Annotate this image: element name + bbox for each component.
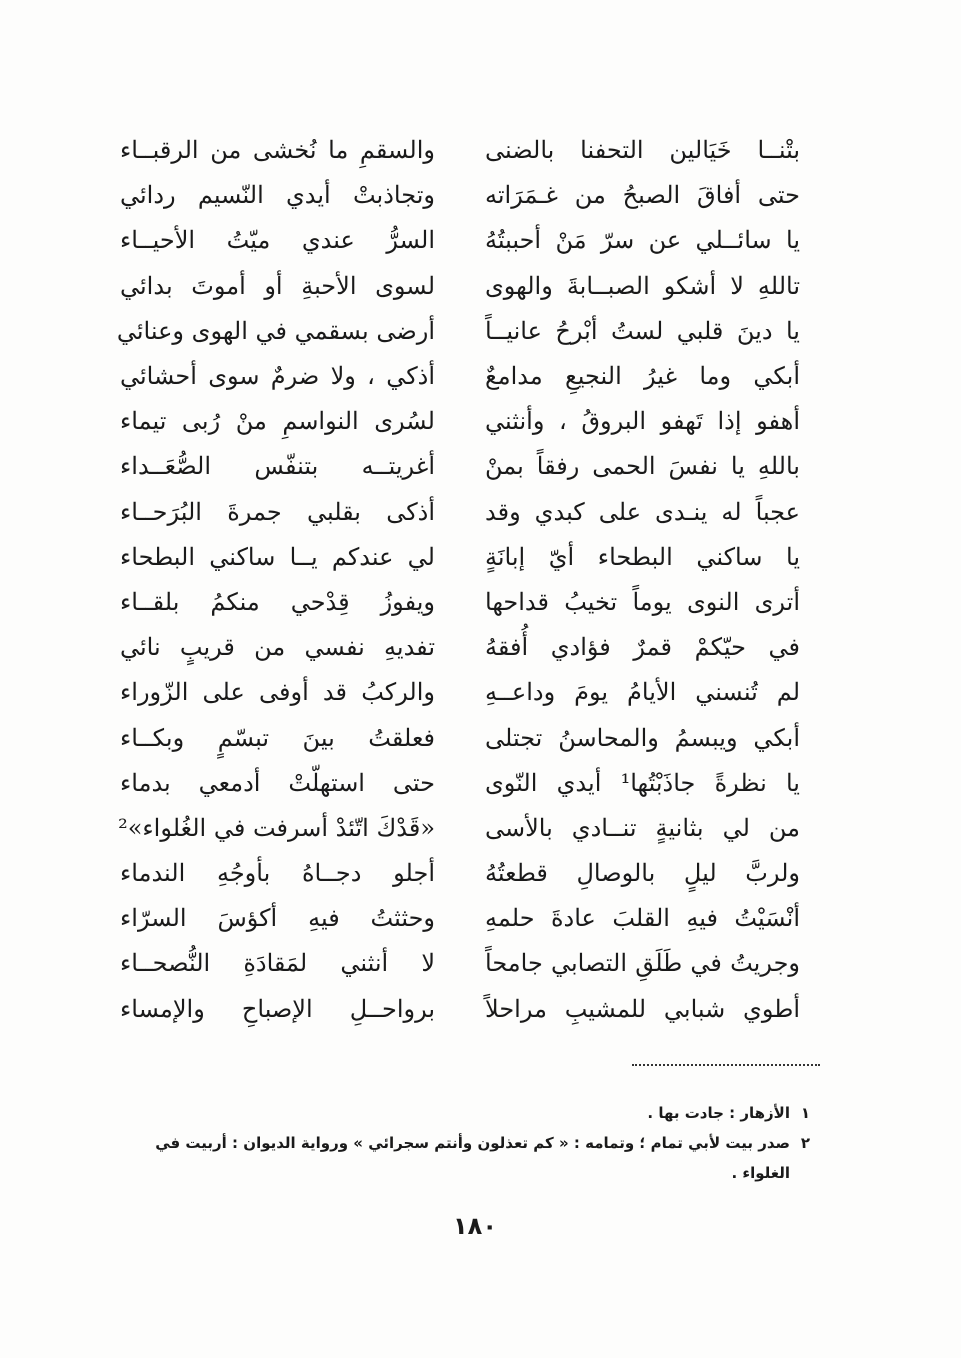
footnotes (140, 1098, 810, 1188)
hemistich-second: «قَدْكَ اتّئدْ أسرفت في الغُلواء»² (118, 813, 435, 842)
hemistich-first: من لي بثانيةٍ تنــادي بالأسى (485, 813, 800, 842)
footnote-number: ١ (800, 1104, 810, 1122)
hemistich-first: لم تُنسني الأيامُ يومَ وداعــهِ (485, 678, 800, 707)
verse-line (120, 399, 800, 444)
hemistich-second: أغريتــه بتنفّس الصُّعَــداء (120, 452, 435, 481)
hemistich-second: وحثثتُ فيهِ أكؤسَ السرّاء (120, 904, 435, 933)
hemistich-second: وتجاذبتْ أيدي النّسيم ردائي (120, 181, 435, 210)
hemistich-second: السرُّ عندي ميّتُ الأحيــاء (120, 226, 435, 255)
verse-line (120, 218, 800, 263)
verse-line (120, 354, 800, 399)
hemistich-second: والركبُ قد أوفى على الزّوراء (120, 678, 435, 707)
verse-line (120, 173, 800, 218)
footnote-number: ٢ (800, 1134, 810, 1152)
hemistich-second: ويفوزُ قِدْحي منكمُ بلقــاء (120, 587, 435, 616)
hemistich-first: يا دينَ قلبي لستُ أبْرحُ عانيــاً (485, 316, 800, 345)
verse-line (120, 444, 800, 489)
hemistich-second: أرضى بسقمي في الهوى وعنائي (116, 316, 435, 345)
hemistich-first: أنْسَيْتُ فيهِ القلبَ عادةَ حلمهِ (485, 904, 800, 933)
verse-line (120, 490, 800, 535)
hemistich-second: لسُرى النواسمِ منْ رُبى تيماء (120, 407, 435, 436)
hemistich-first: باللهِ يا نفسَ الحمى رفقاً بمنْ (485, 452, 800, 481)
footnote-text: الأزهار : جادت بها . (647, 1104, 790, 1122)
hemistich-first: بتْنــا خَيَالين التحفنا بالضنى (485, 136, 800, 165)
hemistich-first: في حيّكمْ قمرٌ فؤادي أُفقهُ (485, 633, 800, 662)
hemistich-first: عجباً له ينـدى على كبدي وقد (485, 497, 800, 526)
hemistich-first: أهفو إذا تَهفو البروقُ ، وأنثني (485, 407, 800, 436)
verse-line (120, 264, 800, 309)
page-number: ١٨٠ (453, 1212, 497, 1240)
hemistich-first: يا سائــلي عن سرّ مَنْ أحببتُهُ (485, 226, 800, 255)
footnote-2 (140, 1128, 810, 1188)
verse-line (120, 625, 800, 670)
footnote-1 (140, 1098, 810, 1128)
hemistich-first: يا ساكني البطحاء أيّ إبانَةٍ (485, 542, 800, 571)
hemistich-second: والسقمِ ما نُخشى من الرقبــاء (120, 136, 435, 165)
hemistich-second: حتى استهلّتْ أدمعي بدماء (120, 768, 435, 797)
verse-line (120, 715, 800, 760)
verse-line (120, 670, 800, 715)
hemistich-first: أبكي وما غيرُ النجيعِ مدامعٌ (485, 362, 800, 391)
footnote-separator (632, 1064, 820, 1066)
verse-line (116, 309, 800, 354)
hemistich-first: أطوي شبابي للمشيبِ مراحلاً (485, 994, 800, 1023)
hemistich-second: أذكي ، ولا ضرمٌ سوى أحشائي (120, 362, 435, 391)
verse-line (120, 806, 800, 851)
hemistich-first: يا نظرةً جاذَبْتُها¹ أيدي النّوى (485, 768, 800, 797)
hemistich-first: أبكي ويبسمُ والمحاسنُ تجتلى (485, 723, 800, 752)
hemistich-first: وجريتُ في طَلَقِ التصابي جامحاً (485, 949, 800, 978)
hemistich-first: أترى النوى يوماً تخيبُ قداحها (485, 587, 800, 616)
verse-line (120, 761, 800, 806)
hemistich-second: أجلو دجــاهُ بأوجُهِ الندماء (120, 859, 435, 888)
hemistich-second: أذكى بقلبي جمرةَ البُرَحــاء (120, 497, 435, 526)
hemistich-first: تاللهِ لا أشكو الصبــابةَ والهوى (485, 271, 800, 300)
verse-line (120, 987, 800, 1032)
poem (116, 128, 800, 1032)
hemistich-second: لا أنثني لمَقادَةِ النُّصحــاء (120, 949, 435, 978)
verse-line (120, 580, 800, 625)
hemistich-second: تفديهِ نفسي من قريبٍ نائي (120, 633, 435, 662)
hemistich-second: لي عندكم يــا ساكني البطحاء (120, 542, 435, 571)
hemistich-second: لسوى الأحبةِ أو أموتَ بدائي (120, 271, 435, 300)
hemistich-first: حتى أفاقَ الصبحُ من غـمَرَاته (485, 181, 800, 210)
hemistich-second: فعلقتُ بينَ تبسّمٍ وبكــاء (120, 723, 435, 752)
hemistich-second: برواحــلِ الإصباحِ والإمساء (120, 994, 435, 1023)
verse-line (120, 896, 800, 941)
footnote-text: صدر بيت لأبي تمام ؛ وتمامه : « كم تعذلون وأنتم سجرائي » ورواية الديوان : أربيت في الغلواء . (155, 1134, 790, 1182)
verse-line (120, 941, 800, 986)
hemistich-first: ولربَّ ليلٍ بالوصالِ قطعتُهُ (485, 859, 800, 888)
verse-line (120, 128, 800, 173)
verse-line (120, 851, 800, 896)
verse-line (120, 535, 800, 580)
